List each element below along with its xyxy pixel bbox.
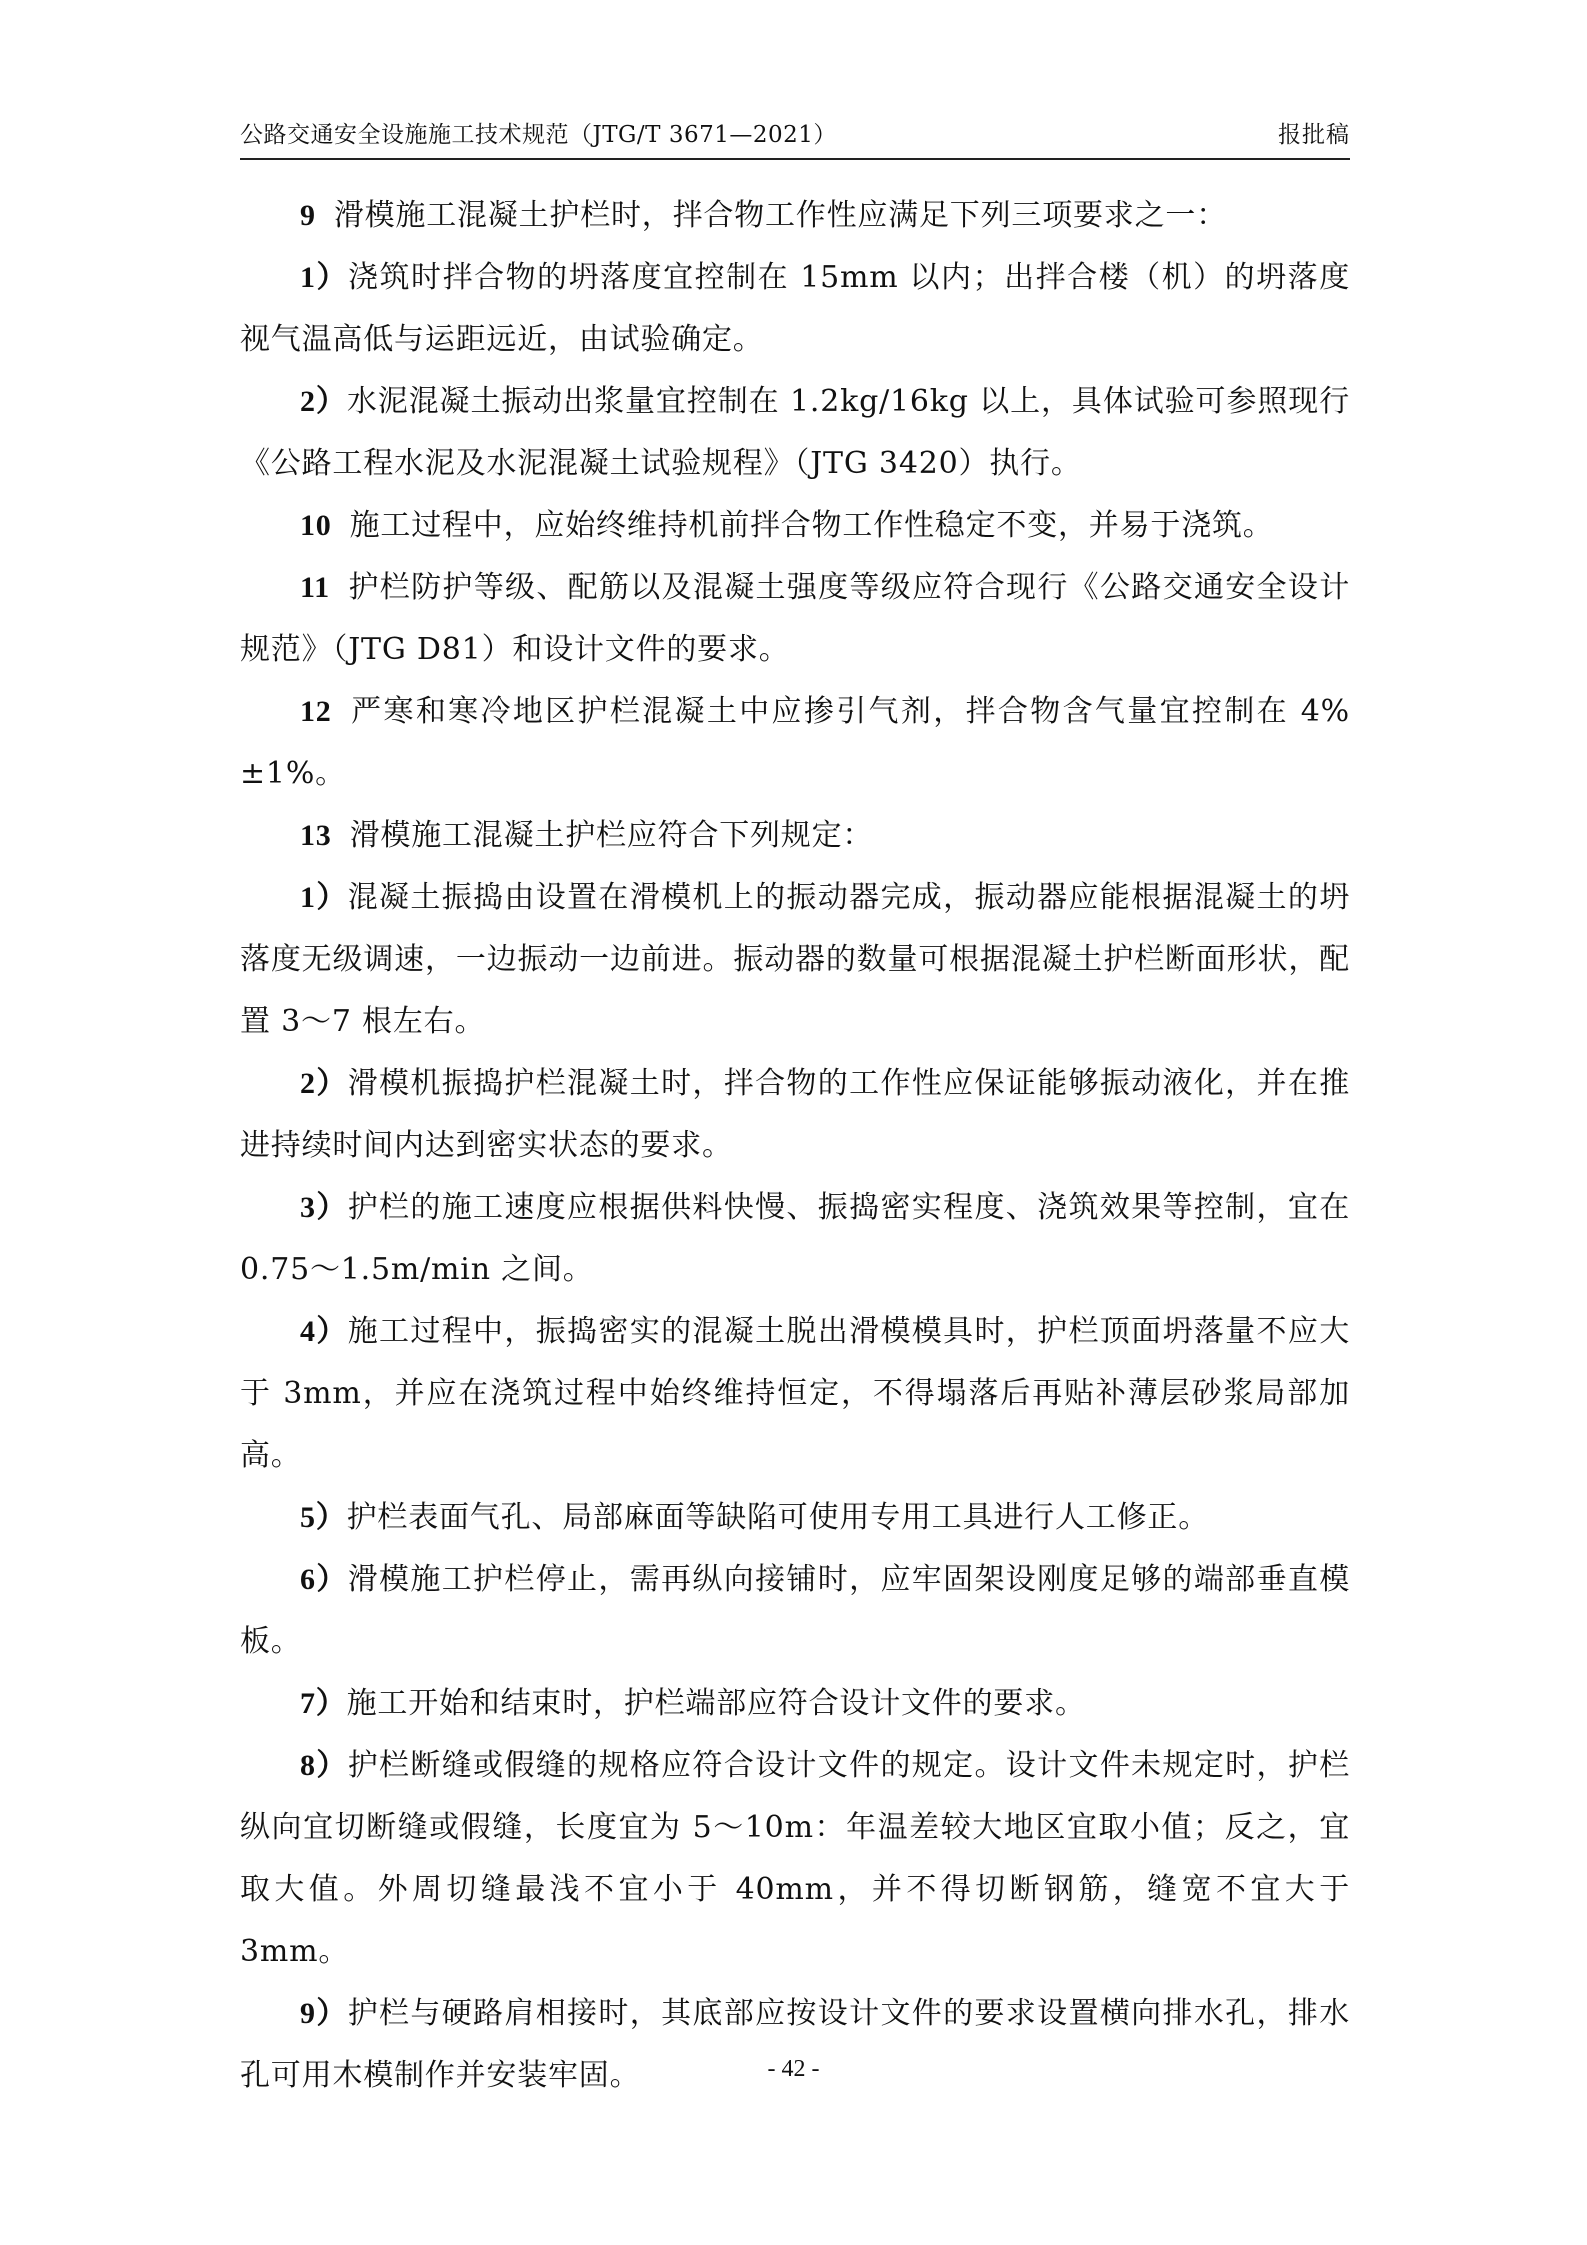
clause-number: 9 [300,199,316,232]
clause-13-item-8 [240,1735,1350,1983]
clause-13-item-3 [240,1177,1350,1301]
clause-9-item-2 [240,371,1350,495]
item-number: 1） [300,881,348,914]
item-number: 1） [300,261,349,294]
clause-13-item-5 [240,1487,1350,1549]
item-text: 施工开始和结束时，护栏端部应符合设计文件的要求。 [346,1686,1086,1721]
item-text: 混凝土振捣由设置在滑模机上的振动器完成，振动器应能根据混凝土的坍落度无级调速，一边振动一边前进。振动器的数量可根据混凝土护栏断面形状，配置 3～7 根左右。 [240,880,1350,1039]
clause-12 [240,681,1350,805]
clause-text: 滑模施工混凝土护栏时，拌合物工作性应满足下列三项要求之一： [333,198,1228,233]
item-text: 施工过程中，振捣密实的混凝土脱出滑模模具时，护栏顶面坍落量不应大于 3mm，并应在浇筑过程中始终维持恒定，不得塌落后再贴补薄层砂浆局部加高。 [240,1314,1350,1473]
clause-13-item-4 [240,1301,1350,1487]
item-text: 护栏与硬路肩相接时，其底部应按设计文件的要求设置横向排水孔，排水孔可用木模制作并安装牢固。 [240,1996,1350,2093]
item-number: 5） [300,1501,347,1534]
clause-13-item-2 [240,1053,1350,1177]
item-text: 浇筑时拌合物的坍落度宜控制在 15mm 以内；出拌合楼（机）的坍落度视气温高低与运距远近，由试验确定。 [240,260,1350,357]
item-number: 9） [300,1997,348,2030]
clause-text: 护栏防护等级、配筋以及混凝土强度等级应符合现行《公路交通安全设计规范》（JTG D81）和设计文件的要求。 [240,570,1350,667]
item-number: 3） [300,1191,348,1224]
clause-13-item-7 [240,1673,1350,1735]
clause-number: 11 [300,571,330,604]
item-number: 8） [300,1749,348,1782]
item-text: 水泥混凝土振动出浆量宜控制在 1.2kg/16kg 以上，具体试验可参照现行《公路工程水泥及水泥混凝土试验规程》（JTG 3420）执行。 [240,384,1350,481]
clause-number: 13 [300,819,332,852]
clause-number: 12 [300,695,332,728]
clause-9 [240,185,1350,247]
clause-13-item-6 [240,1549,1350,1673]
clause-text: 施工过程中，应始终维持机前拌合物工作性稳定不变，并易于浇筑。 [349,508,1274,543]
clause-text: 滑模施工混凝土护栏应符合下列规定： [349,818,874,853]
clause-text: 严寒和寒冷地区护栏混凝土中应掺引气剂，拌合物含气量宜控制在 4%±1%。 [240,694,1350,791]
page-number: - 42 - [767,2056,820,2082]
item-text: 护栏断缝或假缝的规格应符合设计文件的规定。设计文件未规定时，护栏纵向宜切断缝或假缝，长度宜为 5～10m：年温差较大地区宜取小值；反之，宜取大值。外周切缝最浅不宜小于 40mm，并不得切断钢筋，缝宽不宜大于 3mm。 [240,1748,1350,1969]
item-number: 4） [300,1315,348,1348]
item-number: 2） [300,1067,348,1100]
clause-11 [240,557,1350,681]
item-number: 6） [300,1563,348,1596]
clause-13-item-1 [240,867,1350,1053]
header-status: 报批稿 [1278,122,1350,148]
item-number: 2） [300,385,347,418]
page-header [240,108,1350,160]
clause-number: 10 [300,509,332,542]
item-text: 滑模机振捣护栏混凝土时，拌合物的工作性应保证能够振动液化，并在推进持续时间内达到密实状态的要求。 [240,1066,1350,1163]
header-title: 公路交通安全设施施工技术规范（JTG/T 3671—2021） [240,122,837,148]
item-text: 护栏表面气孔、局部麻面等缺陷可使用专用工具进行人工修正。 [346,1500,1210,1535]
clause-10 [240,495,1350,557]
clause-9-item-1 [240,247,1350,371]
document-body [240,185,1350,2107]
item-text: 护栏的施工速度应根据供料快慢、振捣密实程度、浇筑效果等控制，宜在 0.75～1.5m/min 之间。 [240,1190,1350,1287]
item-number: 7） [300,1687,347,1720]
item-text: 滑模施工护栏停止，需再纵向接铺时，应牢固架设刚度足够的端部垂直模板。 [240,1562,1350,1659]
clause-13-item-9 [240,1983,1350,2107]
clause-13 [240,805,1350,867]
